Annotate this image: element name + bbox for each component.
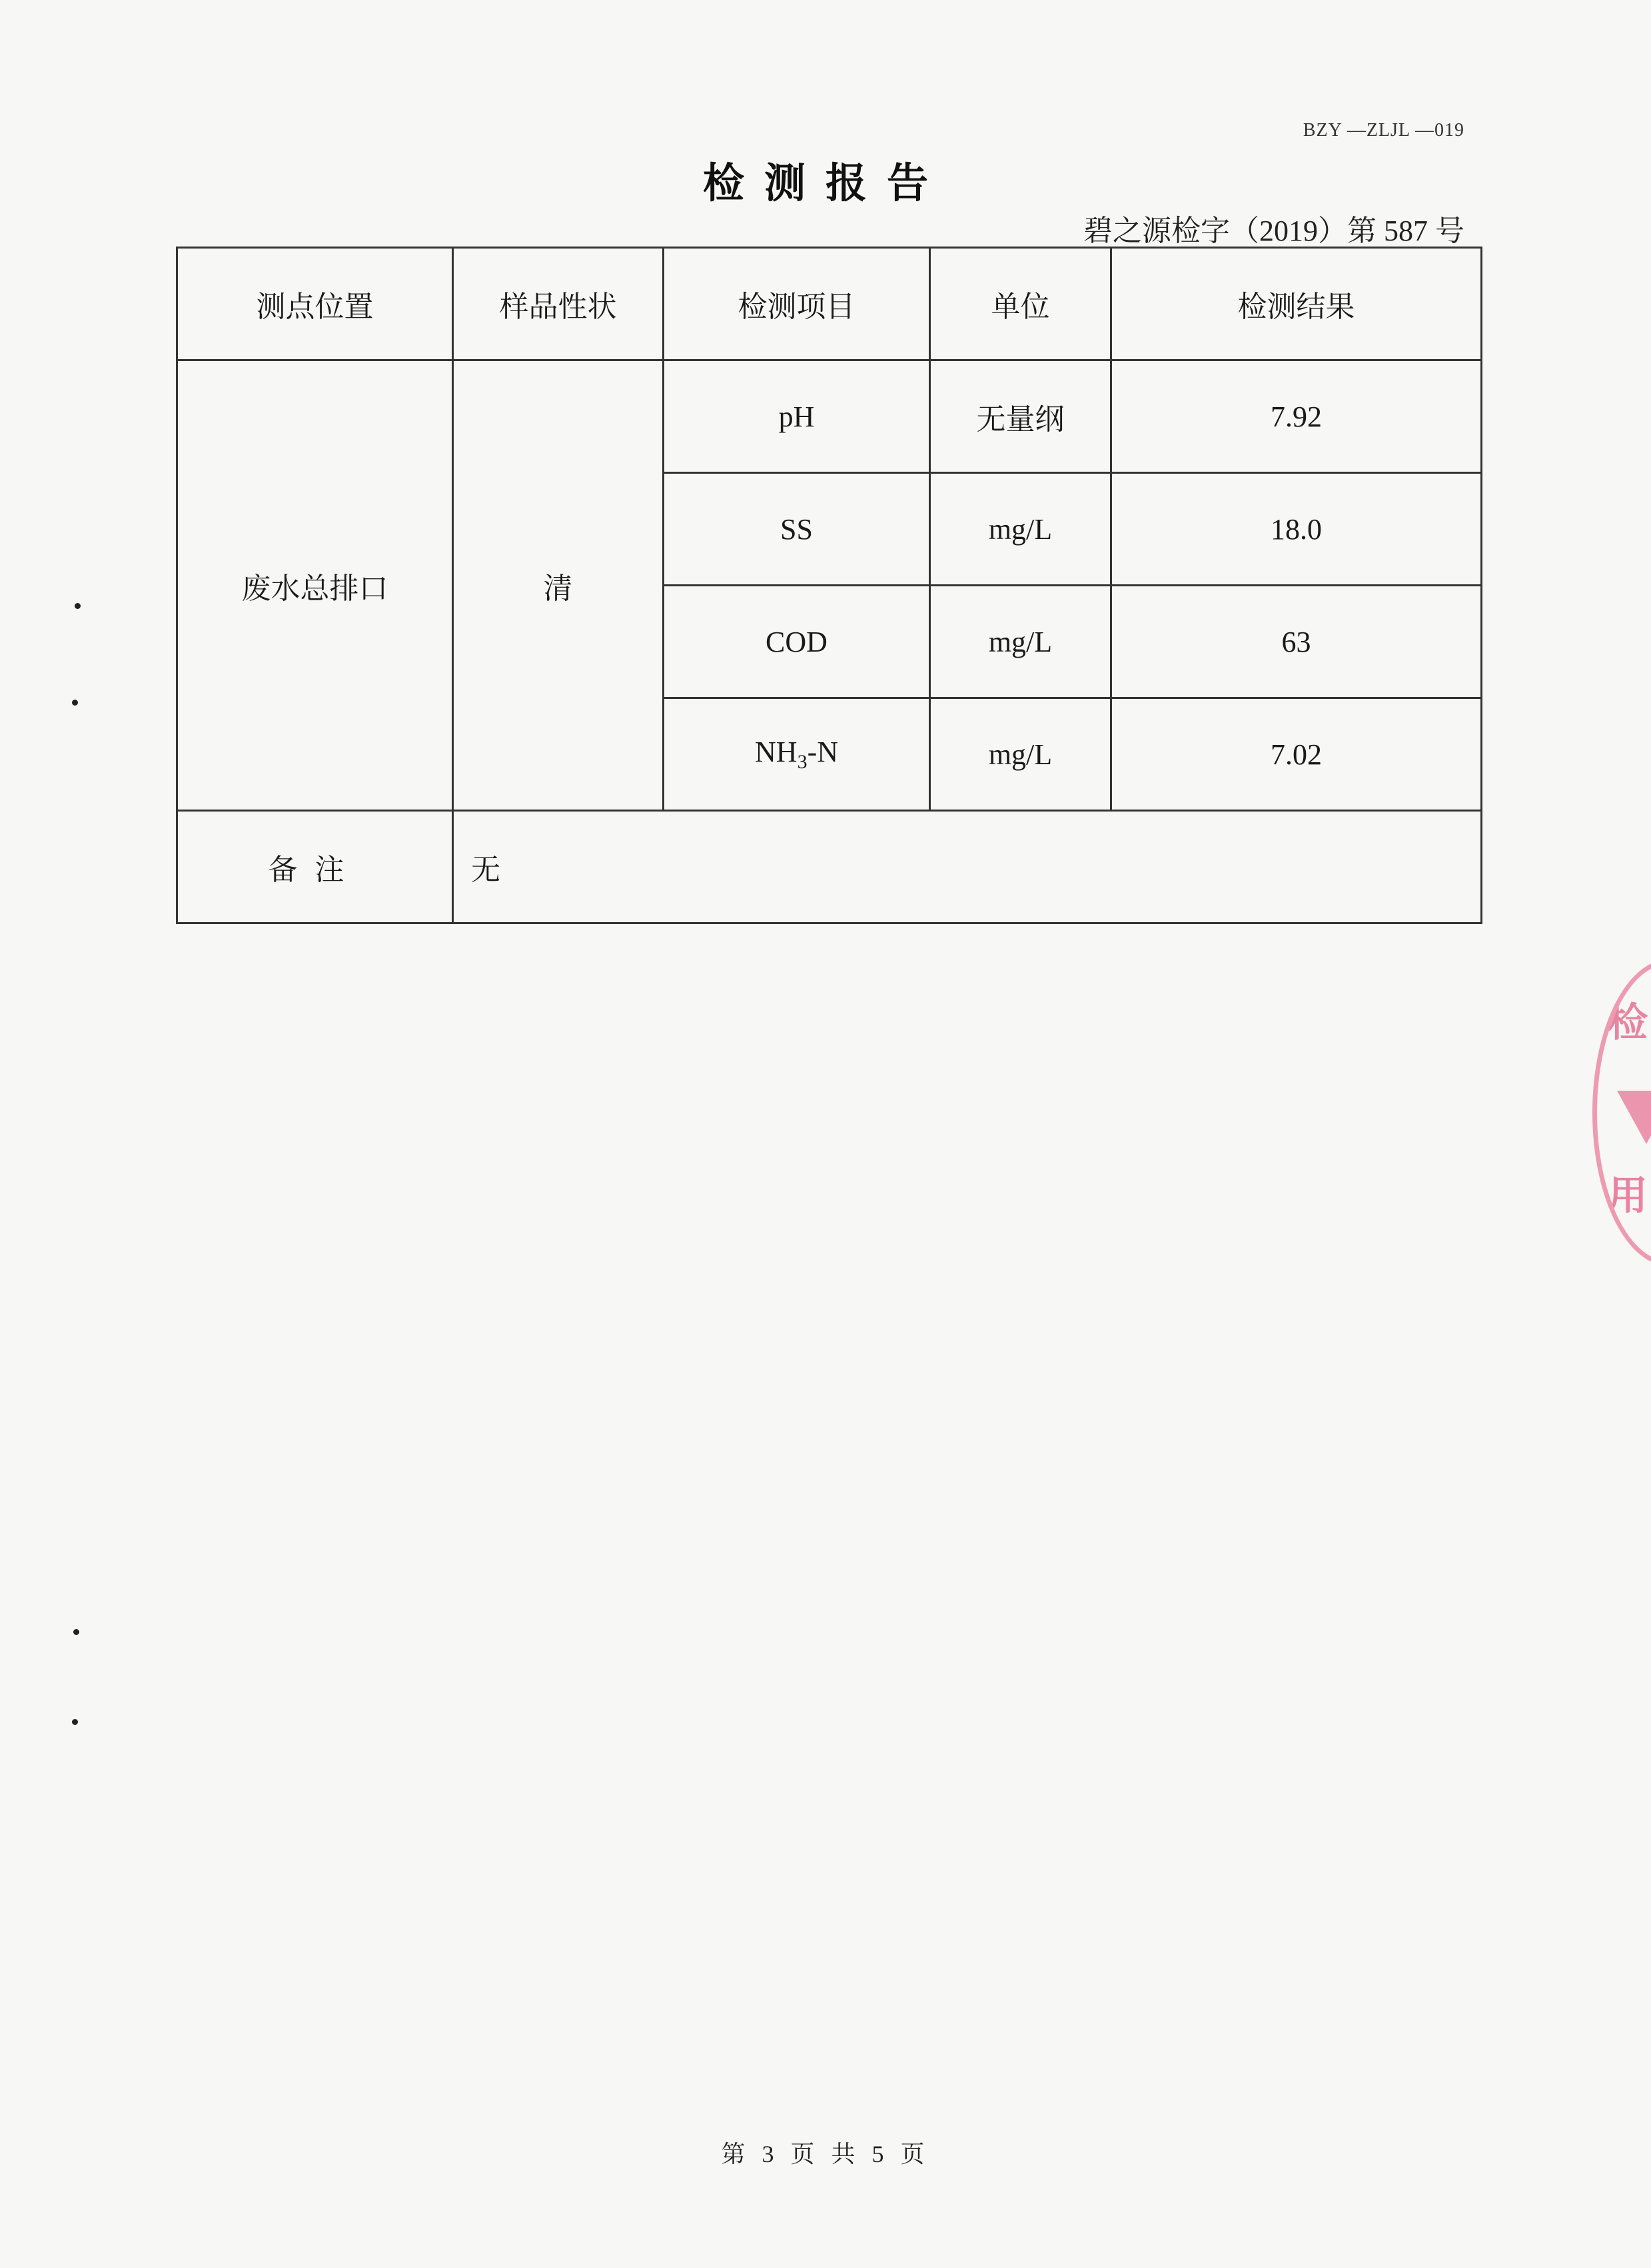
sample-state-cell: 清 <box>453 360 664 811</box>
test-item-cell <box>664 698 930 811</box>
unit-cell: mg/L <box>930 698 1111 811</box>
location-cell: 废水总排口 <box>177 360 453 811</box>
header-cell-location: 测点位置 <box>177 248 453 360</box>
seal-char-bottom: 用 <box>1608 1173 1648 1219</box>
table-row <box>177 360 1482 473</box>
unit-cell: mg/L <box>930 473 1111 586</box>
test-item-cell: COD <box>664 586 930 698</box>
table-header-row <box>177 248 1482 360</box>
result-cell: 7.02 <box>1111 698 1482 811</box>
result-cell: 63 <box>1111 586 1482 698</box>
result-cell: 7.92 <box>1111 360 1482 473</box>
header-cell-sample-state: 样品性状 <box>453 248 664 360</box>
report-number: 碧之源检字（2019）第 587 号 <box>1083 215 1464 247</box>
header-cell-test-item: 检测项目 <box>664 248 930 360</box>
inspection-seal <box>1592 959 1651 1266</box>
test-item-tail: -N <box>807 736 838 769</box>
test-item-cell: SS <box>664 473 930 586</box>
document-code: BZY —ZLJL —019 <box>1303 120 1464 141</box>
header-cell-result: 检测结果 <box>1111 248 1482 360</box>
remark-value: 无 <box>453 811 1482 923</box>
result-cell: 18.0 <box>1111 473 1482 586</box>
scan-speck <box>73 1629 79 1635</box>
test-item-main: NH <box>755 736 798 769</box>
header-cell-unit: 单位 <box>930 248 1111 360</box>
remark-row <box>177 811 1482 923</box>
page-number: 第 3 页 共 5 页 <box>721 2141 930 2167</box>
scan-speck <box>72 700 78 706</box>
remark-label: 备注 <box>177 811 453 923</box>
unit-cell: mg/L <box>930 586 1111 698</box>
unit-cell: 无量纲 <box>930 360 1111 473</box>
seal-star-icon <box>1617 1091 1651 1144</box>
scan-speck <box>72 1719 78 1725</box>
report-title: 检测报告 <box>702 161 948 207</box>
report-table <box>176 247 1482 924</box>
seal-char-top: 检 <box>1608 999 1648 1046</box>
scan-speck <box>75 603 81 609</box>
test-item-cell: pH <box>664 360 930 473</box>
test-item-subscript: 3 <box>797 750 808 773</box>
